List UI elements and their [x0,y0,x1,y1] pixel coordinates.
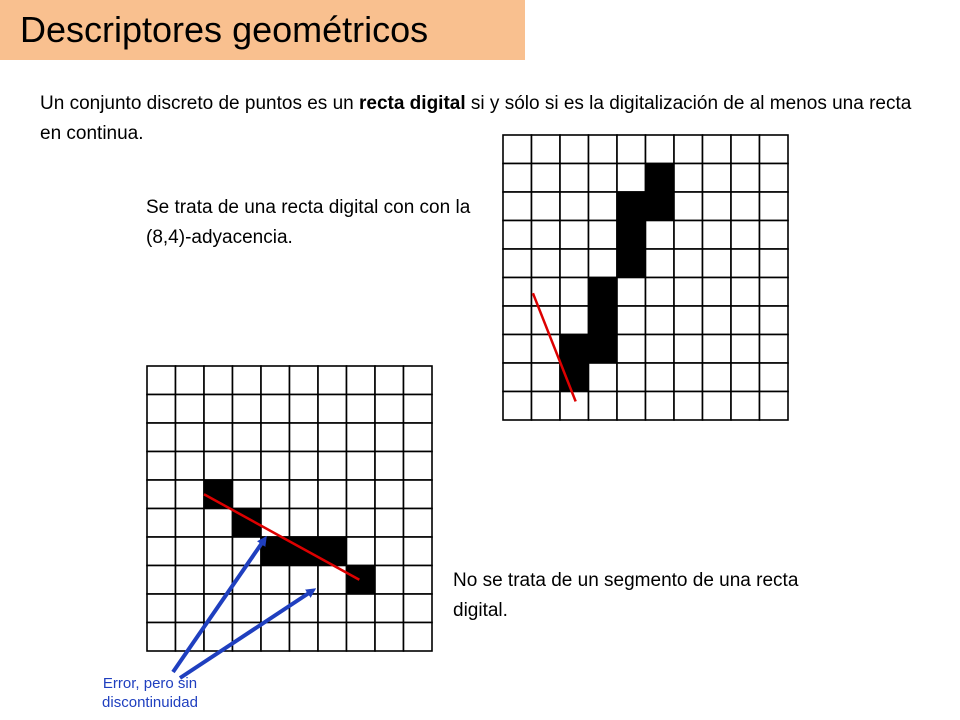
intro-text-end: si y sólo si es la digitalización de al menos una recta en continua. [40,93,912,144]
page-title: Descriptores geométricos [20,9,429,50]
bottom-grid-caption: No se trata de un segmento de una recta digital. [453,570,799,621]
intro-text-start: Un conjunto discreto de puntos es un [40,93,359,114]
intro-bold-term: recta digital [358,93,466,114]
top-grid-caption: Se trata de una recta digital con con la (8,4)-adyacencia. [146,197,471,248]
error-label: Error, pero sin discontinuidad [102,675,198,711]
